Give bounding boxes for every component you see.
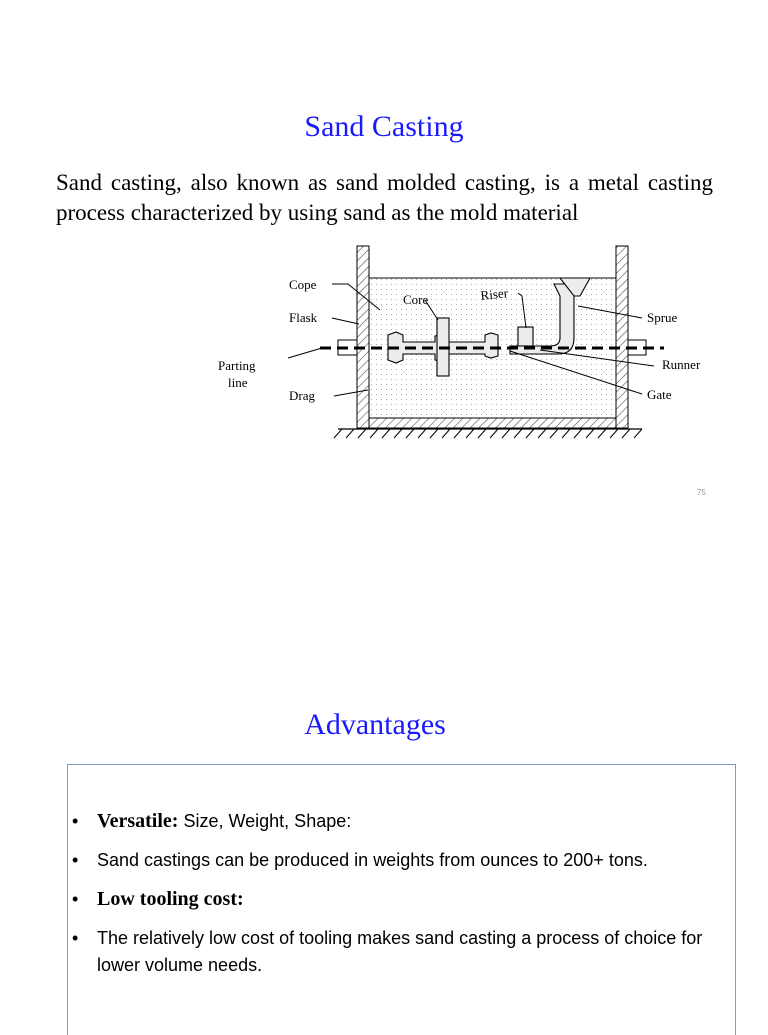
slide-title-advantages: Advantages <box>304 708 446 741</box>
intro-paragraph: Sand casting, also known as sand molded casting, is a metal casting process characterized by using sand as the mold material <box>56 170 713 225</box>
label-gate: Gate <box>647 387 672 402</box>
ground-hatch <box>334 429 642 438</box>
bullet-dot-icon: • <box>72 928 79 948</box>
label-parting-line-1: Parting <box>218 358 256 373</box>
label-drag: Drag <box>289 388 315 403</box>
flask-left-wall <box>357 246 369 428</box>
bullet-dot-icon: • <box>72 811 79 831</box>
bullet-item <box>72 847 712 874</box>
page-number: 75 <box>697 488 706 497</box>
label-core: Core <box>403 292 429 307</box>
bullet-item <box>72 808 712 835</box>
slide-title-sand-casting: Sand Casting <box>304 110 464 143</box>
bullet-text: Sand castings can be produced in weights from ounces to 200+ tons. <box>97 850 648 870</box>
label-parting-line-2: line <box>228 375 248 390</box>
label-flask: Flask <box>289 310 318 325</box>
bullet-dot-icon: • <box>72 850 79 870</box>
sand-casting-diagram <box>210 238 720 443</box>
bullet-bold: Versatile: <box>97 810 179 832</box>
advantages-list <box>72 808 712 991</box>
bullet-dot-icon: • <box>72 889 79 909</box>
flask-right-wall <box>616 246 628 428</box>
label-runner: Runner <box>662 357 701 372</box>
flask-bottom <box>369 418 616 428</box>
bullet-text: Size, Weight, Shape: <box>178 811 352 831</box>
bullet-item <box>72 886 712 913</box>
label-cope: Cope <box>289 277 317 292</box>
bullet-item <box>72 925 712 979</box>
label-sprue: Sprue <box>647 310 678 325</box>
bullet-bold: Low tooling cost: <box>97 888 244 910</box>
bullet-text: The relatively low cost of tooling makes sand casting a process of choice for lower volume needs. <box>97 928 703 975</box>
label-riser: Riser <box>479 285 509 303</box>
